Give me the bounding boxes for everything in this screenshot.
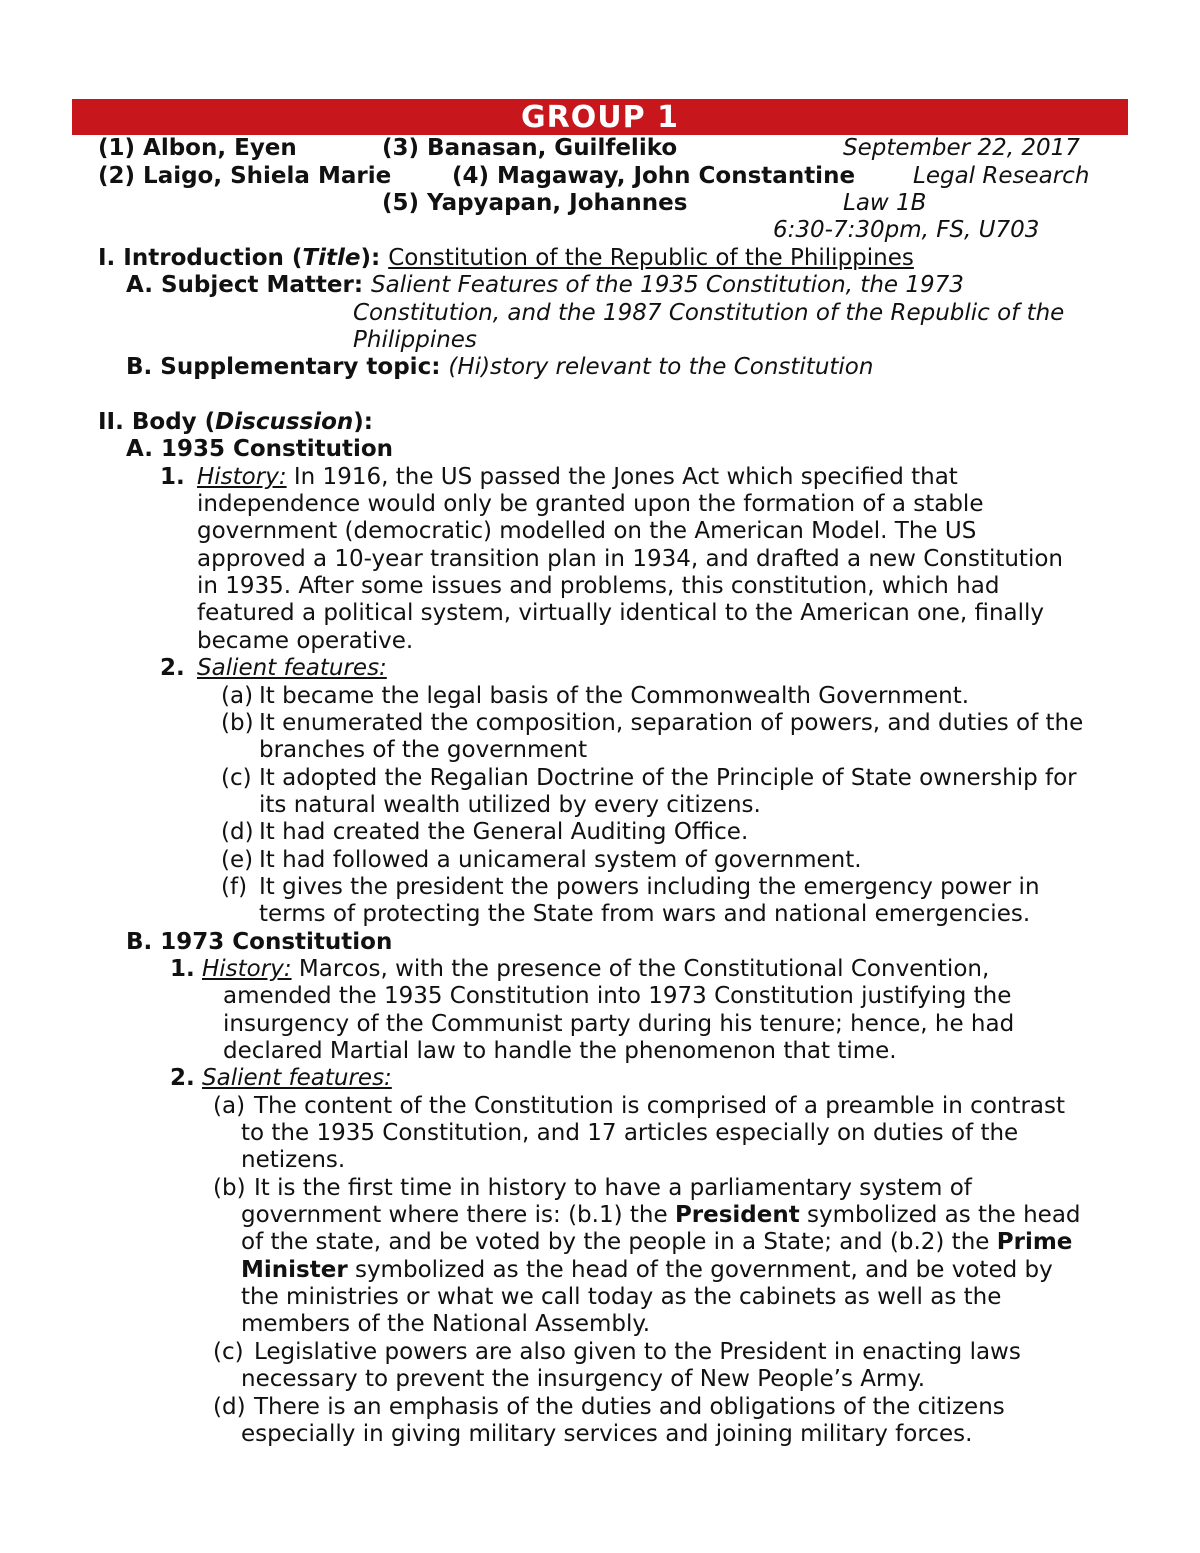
feature-1973-b-line-1 — [241, 1202, 1081, 1229]
feature-1973-d-line-1: especially in giving military services and joining military forces. — [241, 1421, 973, 1447]
feature-1935-e-line-0: It had followed a unicameral system of government. — [259, 847, 862, 873]
section-1935-history-label: History: — [197, 464, 287, 490]
feature-1935-d-line-0: It had created the General Auditing Office. — [259, 819, 749, 845]
feature-1973-b-text-2c: symbolized as the head — [799, 1202, 1081, 1228]
body-label: II. Body ( — [98, 409, 216, 435]
feature-1973-b-line-4: the ministries or what we call today as the cabinets as well as the — [241, 1284, 1002, 1310]
feature-1935-b-label: (b) — [221, 710, 254, 736]
feature-1973-c-label: (c) — [213, 1339, 244, 1365]
schedule: 6:30-7:30pm, FS, U703 — [773, 217, 1040, 243]
class-section: Law 1B — [843, 190, 927, 216]
feature-1973-b-line-5: members of the National Assembly. — [241, 1311, 651, 1337]
intro-label: I. Introduction ( — [98, 245, 303, 271]
subject-matter — [126, 272, 964, 299]
section-1935-history-line-2: government (democratic) modelled on the American Model. The US — [197, 518, 977, 544]
feature-1935-b-line-1: branches of the government — [259, 737, 588, 763]
intro-heading — [98, 245, 914, 272]
supplementary-topic — [126, 354, 873, 381]
section-1973-history-line-1: amended the 1935 Constitution into 1973 Constitution justifying the — [223, 983, 1012, 1009]
feature-1973-b-line-0: It is the first time in history to have a parliamentary system of — [254, 1175, 972, 1201]
feature-1973-a-line-1: to the 1935 Constitution, and 17 articles especially on duties of the — [241, 1120, 1019, 1146]
supplementary-text: (Hi)story relevant to the Constitution — [448, 354, 874, 380]
feature-1973-a-line-0: The content of the Constitution is comprised of a preamble in contrast — [254, 1093, 1066, 1119]
feature-1973-b-text-2a: government where there is: (b.1) the — [241, 1202, 675, 1228]
feature-1973-b-label: (b) — [213, 1175, 246, 1201]
intro-title-word: Title — [302, 245, 361, 271]
subject-matter-label: A. Subject Matter: — [126, 272, 372, 298]
feature-1973-d-label: (d) — [213, 1394, 246, 1420]
section-1973-history-line-2: insurgency of the Communist party during his tenure; hence, he had — [223, 1011, 1015, 1037]
section-1973-features-label: Salient features: — [202, 1065, 392, 1091]
intro-label-end: ): — [360, 245, 389, 271]
feature-1935-c-line-0: It adopted the Regalian Doctrine of the Principle of State ownership for — [259, 765, 1077, 791]
date: September 22, 2017 — [843, 135, 1080, 161]
subject-matter-line-3: Philippines — [353, 327, 477, 353]
prime-term: Prime — [996, 1229, 1073, 1255]
section-1973-features-num: 2. — [170, 1065, 195, 1091]
section-1935-history-text-0: In 1916, the US passed the Jones Act which specified that — [293, 464, 958, 490]
body-heading — [98, 409, 373, 436]
subject-matter-line-1: Salient Features of the 1935 Constitution, the 1973 — [371, 272, 964, 298]
subject-matter-line-2: Constitution, and the 1987 Constitution of the Republic of the — [353, 300, 1065, 326]
supplementary-label: B. Supplementary topic: — [126, 354, 449, 380]
section-1973-history-num: 1. — [170, 956, 195, 982]
feature-1935-d-label: (d) — [221, 819, 254, 845]
feature-1973-c-line-1: necessary to prevent the insurgency of New People’s Army. — [241, 1366, 926, 1392]
subject: Legal Research — [913, 163, 1090, 189]
feature-1973-a-line-2: netizens. — [241, 1147, 346, 1173]
feature-1973-d-line-0: There is an emphasis of the duties and obligations of the citizens — [254, 1394, 1005, 1420]
section-1935-history-line-5: featured a political system, virtually identical to the American one, finally — [197, 600, 1045, 626]
section-1935-history-line-3: approved a 10-year transition plan in 1934, and drafted a new Constitution — [197, 546, 1063, 572]
section-1973-history-text-0: Marcos, with the presence of the Constitutional Convention, — [298, 956, 990, 982]
section-1973-history-line-3: declared Martial law to handle the phenomenon that time. — [223, 1038, 897, 1064]
section-1935-heading: A. 1935 Constitution — [126, 436, 394, 462]
member-2: (2) Laigo, Shiela Marie — [98, 163, 392, 189]
section-1935-history-num: 1. — [160, 464, 185, 490]
feature-1935-f-label: (f) — [221, 874, 248, 900]
feature-1935-c-label: (c) — [221, 765, 252, 791]
feature-1935-f-line-0: It gives the president the powers including the emergency power in — [259, 874, 1040, 900]
president-term: President — [674, 1202, 800, 1228]
section-1973-history-line-0 — [202, 956, 989, 983]
intro-title: Constitution of the Republic of the Philippines — [388, 245, 914, 271]
body-label-word: Discussion — [215, 409, 354, 435]
feature-1935-b-line-0: It enumerated the composition, separation of powers, and duties of the — [259, 710, 1084, 736]
member-3: (3) Banasan, Guilfeliko — [382, 135, 678, 161]
feature-1935-e-label: (e) — [221, 847, 254, 873]
minister-term: Minister — [241, 1257, 348, 1283]
section-1935-history-line-1: independence would only be granted upon the formation of a stable — [197, 491, 984, 517]
section-1935-features-num: 2. — [160, 655, 185, 681]
feature-1935-f-line-1: terms of protecting the State from wars and national emergencies. — [259, 901, 1031, 927]
feature-1973-b-line-2 — [241, 1229, 1072, 1256]
member-4: (4) Magaway, John Constantine — [452, 163, 856, 189]
section-1973-history-label: History: — [202, 956, 292, 982]
section-1935-features-label: Salient features: — [197, 655, 387, 681]
section-1935-history-line-6: became operative. — [197, 628, 414, 654]
section-1935-history-line-4: in 1935. After some issues and problems, this constitution, which had — [197, 573, 1000, 599]
feature-1973-b-text-4b: symbolized as the head of the government, and be voted by — [347, 1257, 1053, 1283]
member-1: (1) Albon, Eyen — [98, 135, 297, 161]
feature-1973-b-text-3a: of the state, and be voted by the people in a State; and (b.2) the — [241, 1229, 997, 1255]
member-5: (5) Yapyapan, Johannes — [382, 190, 688, 216]
feature-1973-c-line-0: Legislative powers are also given to the President in enacting laws — [254, 1339, 1021, 1365]
section-1935-history-line-0 — [197, 464, 958, 491]
feature-1973-b-line-3 — [241, 1257, 1053, 1284]
feature-1935-a-label: (a) — [221, 683, 254, 709]
section-1973-heading: B. 1973 Constitution — [126, 929, 393, 955]
group-banner: GROUP 1 — [72, 99, 1128, 135]
feature-1973-a-label: (a) — [213, 1093, 246, 1119]
feature-1935-c-line-1: its natural wealth utilized by every citizens. — [259, 792, 761, 818]
body-label-end: ): — [353, 409, 374, 435]
feature-1935-a-line-0: It became the legal basis of the Commonwealth Government. — [259, 683, 970, 709]
